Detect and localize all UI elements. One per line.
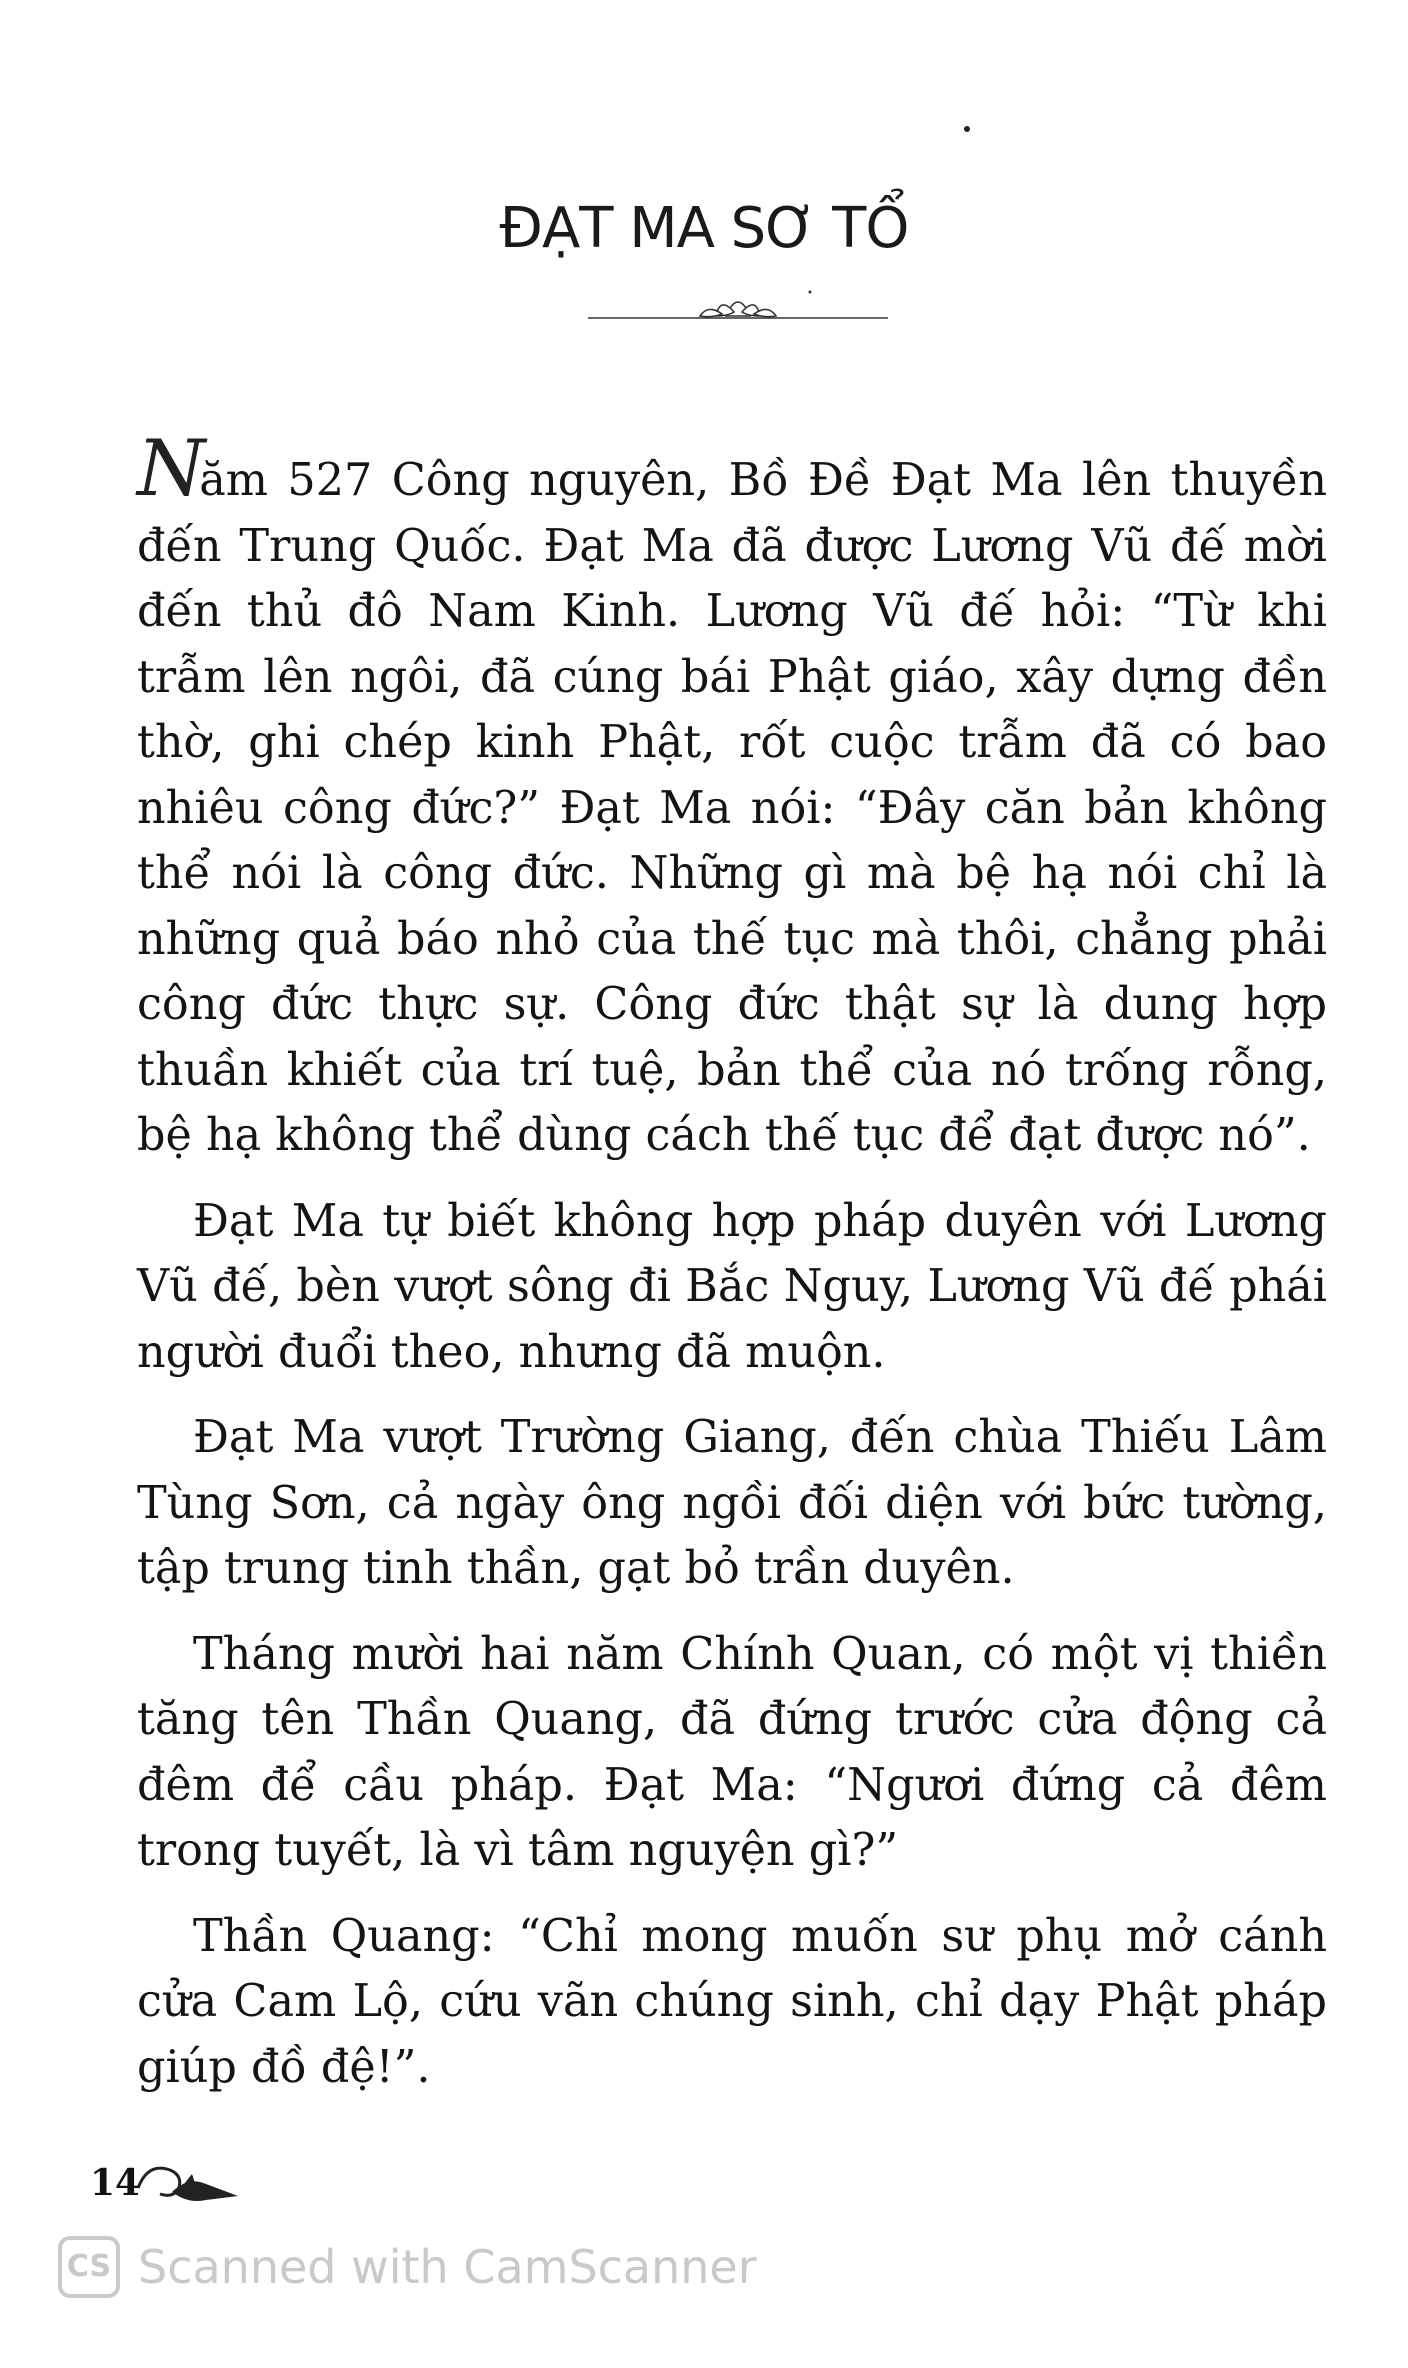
chapter-title: ĐẠT MA SƠ TỔ (499, 196, 909, 261)
drop-cap: N (137, 424, 200, 514)
chapter-body (137, 424, 1327, 2120)
paragraph: Tháng mười hai năm Chính Quan, có một vị thiền tăng tên Thần Quang, đã đứng trước cửa động cả đêm để cầu pháp. Đạt Ma: “Ngươi đứng cả đêm trong tuyết, là vì tâm nguyện gì?” (137, 1628, 1327, 1876)
camscanner-watermark: Scanned with CamScanner (138, 2240, 757, 2294)
lotus-ornament-icon (588, 282, 888, 332)
scan-speck (964, 126, 970, 132)
paragraph: Đạt Ma tự biết không hợp pháp duyên với Lương Vũ đế, bèn vượt sông đi Bắc Nguy, Lương Vũ đế phái người đuổi theo, nhưng đã muộn. (137, 1195, 1327, 1378)
paragraph (137, 424, 1327, 1169)
page-number: 14 (90, 2162, 141, 2204)
camscanner-logo: CS (58, 2236, 120, 2298)
paragraph-text: ăm 527 Công nguyên, Bồ Đề Đạt Ma lên thuyền đến Trung Quốc. Đạt Ma đã được Lương Vũ đế mời đến thủ đô Nam Kinh. Lương Vũ đế hỏi: “Từ khi trẫm lên ngôi, đã cúng bái Phật giáo, xây dựng đền thờ, ghi chép kinh Phật, rốt cuộc trẫm đã có bao nhiêu công đức?” Đạt Ma nói: “Đây căn bản không thể nói là công đức. Những gì mà bệ hạ nói chỉ là những quả báo nhỏ của thế tục mà thôi, chẳng phải công đức thực sự. Công đức thật sự là dung hợp thuần khiết của trí tuệ, bản thể của nó trống rỗng, bệ hạ không thể dùng cách thế tục để đạt được nó”. (137, 455, 1327, 1161)
paragraph: Thần Quang: “Chỉ mong muốn sư phụ mở cánh cửa Cam Lộ, cứu vãn chúng sinh, chỉ dạy Phật pháp giúp đồ đệ!”. (137, 1910, 1327, 2093)
paragraph: Đạt Ma vượt Trường Giang, đến chùa Thiếu Lâm Tùng Sơn, cả ngày ông ngồi đối diện với bức tường, tập trung tinh thần, gạt bỏ trần duyên. (137, 1412, 1327, 1594)
